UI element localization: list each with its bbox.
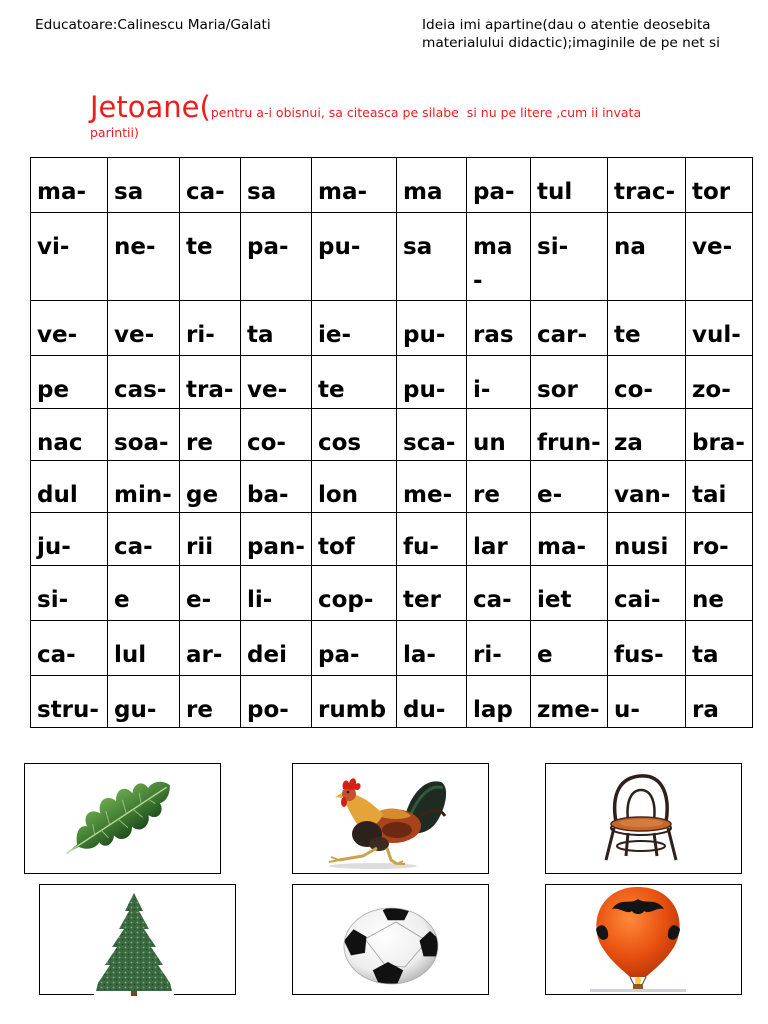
table-row	[31, 301, 753, 356]
syllable-card: van-	[608, 461, 686, 513]
page-title	[90, 90, 680, 140]
syllable-card: du-	[397, 676, 467, 728]
syllable-card: ca-	[180, 158, 241, 213]
chair-icon	[546, 764, 741, 873]
picture-card-ball	[292, 884, 489, 995]
syllable-card: co-	[608, 356, 686, 409]
title-subtitle: pentru a-i obisnui, sa citeasca pe silabe si nu pe litere ,cum ii invata parintii)	[90, 105, 646, 140]
syllable-card: tor	[686, 158, 753, 213]
table-row	[31, 213, 753, 301]
syllable-card: ve-	[108, 301, 180, 356]
syllable-card: ma-	[312, 158, 397, 213]
syllable-card: ra	[686, 676, 753, 728]
syllable-card: sor	[531, 356, 608, 409]
syllable-card: ras	[467, 301, 531, 356]
syllable-card: co-	[241, 409, 312, 461]
syllable-card: ca-	[31, 621, 108, 676]
syllable-card: ve-	[31, 301, 108, 356]
syllable-card: dul	[31, 461, 108, 513]
syllable-card: me-	[397, 461, 467, 513]
rooster-icon	[293, 764, 488, 873]
syllable-card: dei	[241, 621, 312, 676]
syllable-card: zo-	[686, 356, 753, 409]
picture-card-chair	[545, 763, 742, 874]
syllable-card: ma-	[31, 158, 108, 213]
syllable-card: zme-	[531, 676, 608, 728]
syllable-card: re	[180, 676, 241, 728]
syllable-card: ca-	[467, 566, 531, 621]
title-main: Jetoane(	[90, 90, 211, 124]
table-row	[31, 513, 753, 566]
table-row	[31, 566, 753, 621]
syllable-table	[30, 157, 753, 728]
syllable-card: iet	[531, 566, 608, 621]
oak-leaf-icon	[25, 764, 220, 873]
syllable-card: la-	[397, 621, 467, 676]
syllable-card: stru-	[31, 676, 108, 728]
syllable-card: ri-	[467, 621, 531, 676]
syllable-card: pu-	[397, 301, 467, 356]
teacher-name: Educatoare:Calinescu Maria/Galati	[35, 17, 271, 33]
syllable-card: cop-	[312, 566, 397, 621]
syllable-card: pe	[31, 356, 108, 409]
author-note-line: Ideia imi apartine(dau o atentie deosebita	[422, 17, 711, 33]
syllable-card: ma-	[531, 513, 608, 566]
syllable-card: cas-	[108, 356, 180, 409]
picture-card-balloon	[545, 884, 742, 995]
syllable-card: tof	[312, 513, 397, 566]
syllable-card: lul	[108, 621, 180, 676]
syllable-card: vi-	[31, 213, 108, 301]
syllable-card: ri-	[180, 301, 241, 356]
syllable-card: ge	[180, 461, 241, 513]
syllable-card: za	[608, 409, 686, 461]
syllable-card: sca-	[397, 409, 467, 461]
picture-card-rooster	[292, 763, 489, 874]
syllable-card: ve-	[686, 213, 753, 301]
syllable-card: si-	[31, 566, 108, 621]
syllable-card: lap	[467, 676, 531, 728]
syllable-card: ne	[686, 566, 753, 621]
syllable-card: cos	[312, 409, 397, 461]
syllable-card: ma	[397, 158, 467, 213]
syllable-card: tra-	[180, 356, 241, 409]
syllable-card: min-	[108, 461, 180, 513]
syllable-card: car-	[531, 301, 608, 356]
syllable-card: ne-	[108, 213, 180, 301]
syllable-card: po-	[241, 676, 312, 728]
syllable-card: ta	[241, 301, 312, 356]
syllable-card: ta	[686, 621, 753, 676]
syllable-card: i-	[467, 356, 531, 409]
syllable-card: fus-	[608, 621, 686, 676]
syllable-card: te	[608, 301, 686, 356]
syllable-card: fu-	[397, 513, 467, 566]
syllable-card: e	[531, 621, 608, 676]
syllable-card: bra-	[686, 409, 753, 461]
syllable-card: pu-	[397, 356, 467, 409]
syllable-card: tai	[686, 461, 753, 513]
syllable-card: re	[467, 461, 531, 513]
syllable-card: sa	[397, 213, 467, 301]
syllable-card: rii	[180, 513, 241, 566]
syllable-card: pu-	[312, 213, 397, 301]
syllable-card: ju-	[31, 513, 108, 566]
author-note-line: materialului didactic);imaginile de pe net si	[422, 35, 720, 51]
table-row	[31, 461, 753, 513]
soccer-ball-icon	[293, 885, 488, 994]
syllable-card: te	[180, 213, 241, 301]
syllable-card: e	[108, 566, 180, 621]
picture-card-leaf	[24, 763, 221, 874]
syllable-card: ve-	[241, 356, 312, 409]
table-row	[31, 676, 753, 728]
syllable-card: te	[312, 356, 397, 409]
syllable-card: e-	[531, 461, 608, 513]
author-note	[422, 16, 720, 52]
syllable-card: gu-	[108, 676, 180, 728]
syllable-card: pa-	[241, 213, 312, 301]
syllable-card: ie-	[312, 301, 397, 356]
syllable-table-body	[31, 158, 753, 728]
table-row	[31, 356, 753, 409]
syllable-card: ter	[397, 566, 467, 621]
syllable-card: vul-	[686, 301, 753, 356]
syllable-card: pa-	[312, 621, 397, 676]
syllable-card: ba-	[241, 461, 312, 513]
hot-air-balloon-icon	[546, 885, 741, 994]
syllable-card: rumb	[312, 676, 397, 728]
syllable-card: ma -	[467, 213, 531, 301]
fir-tree-icon	[94, 891, 174, 997]
syllable-card: ar-	[180, 621, 241, 676]
syllable-card: soa-	[108, 409, 180, 461]
table-row	[31, 158, 753, 213]
syllable-card: nac	[31, 409, 108, 461]
syllable-card: re	[180, 409, 241, 461]
syllable-card: e-	[180, 566, 241, 621]
syllable-card: trac-	[608, 158, 686, 213]
syllable-card: frun-	[531, 409, 608, 461]
syllable-card: ro-	[686, 513, 753, 566]
syllable-card: u-	[608, 676, 686, 728]
syllable-card: li-	[241, 566, 312, 621]
syllable-card: ca-	[108, 513, 180, 566]
syllable-card: sa	[241, 158, 312, 213]
syllable-card: un	[467, 409, 531, 461]
syllable-card: lar	[467, 513, 531, 566]
syllable-card: si-	[531, 213, 608, 301]
syllable-card: na	[608, 213, 686, 301]
syllable-card: cai-	[608, 566, 686, 621]
syllable-card: tul	[531, 158, 608, 213]
syllable-card: sa	[108, 158, 180, 213]
syllable-card: pan-	[241, 513, 312, 566]
table-row	[31, 621, 753, 676]
syllable-card: pa-	[467, 158, 531, 213]
syllable-card: nusi	[608, 513, 686, 566]
table-row	[31, 409, 753, 461]
syllable-card: lon	[312, 461, 397, 513]
picture-card-tree	[39, 884, 236, 995]
